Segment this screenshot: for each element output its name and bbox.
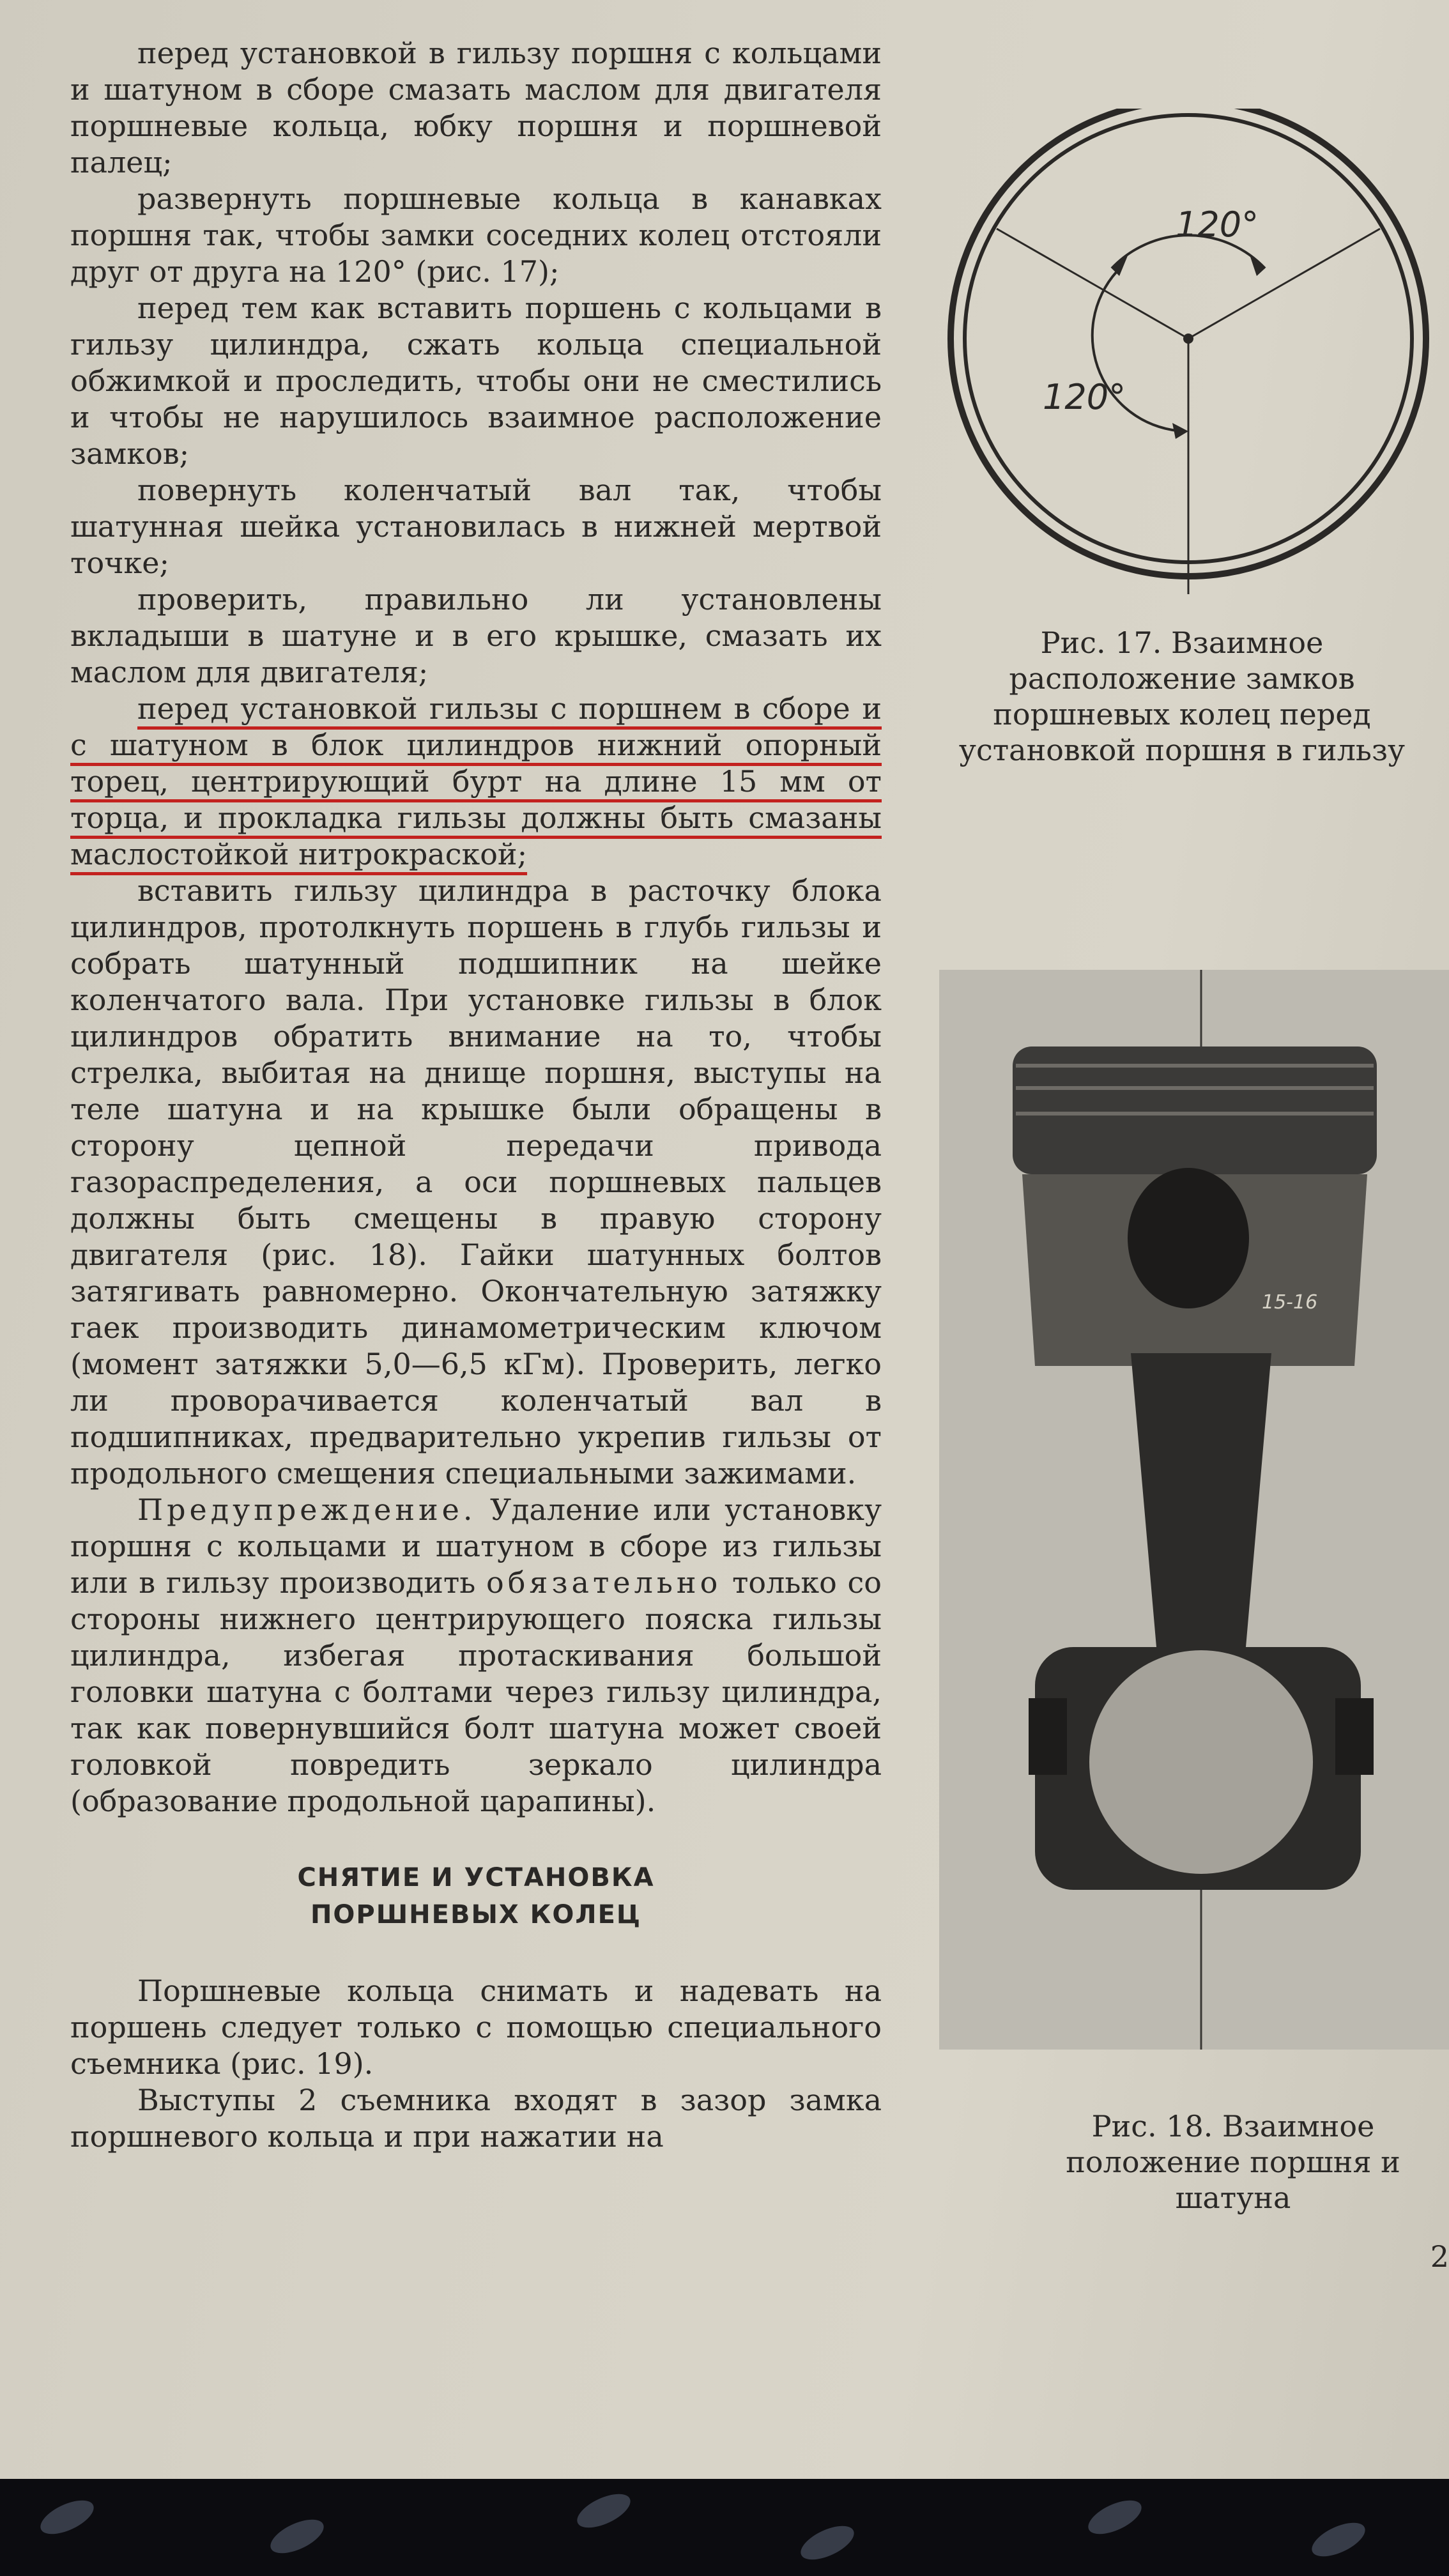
warning-text-2: только со стороны нижнего центрирующего пояска гильзы цилиндра, избегая протаскивания большой головки шатуна с болтами через гильзу цилиндра, так как повернувшийся болт шатуна может своей головкой повредить зеркало цилиндра (образование продольной царапины). xyxy=(70,1565,882,1818)
radius-line-right xyxy=(1188,229,1380,339)
page-number: 2 xyxy=(1430,2239,1449,2274)
main-text-column xyxy=(70,35,882,2155)
red-underlined-text: перед установкой гильзы с поршнем в сборе и с шатуном в блок цилиндров нижний опорный торец, центрирующий бурт на длине 15 мм от торца, и прокладка гильзы должны быть смазаны маслостойкой нитрокраской; xyxy=(70,691,882,871)
warning-text-1: Удаление или установку поршня с кольцами и шатуном в сборе из гильзы или в гильзу производить xyxy=(70,1492,882,1600)
stamp-label: 15-16 xyxy=(1262,1291,1318,1314)
warning-label: Предупреждение. xyxy=(137,1492,477,1527)
section-paragraph-1: Поршневые кольца снимать и надевать на поршень следует только с помощью специального съемника (рис. 19). xyxy=(70,1974,882,2081)
section-heading-line-2: ПОРШНЕВЫХ КОЛЕЦ xyxy=(310,1900,642,1929)
section-paragraph-2: Выступы 2 съемника входят в зазор замка поршневого кольца и при нажатии на xyxy=(70,2083,882,2154)
paragraph-5: проверить, правильно ли установлены вкладыши в шатуне и в его крышке, смазать их маслом для двигателя; xyxy=(70,582,882,689)
background-fabric xyxy=(0,2479,1449,2576)
rod-bearing-bore xyxy=(1089,1650,1313,1874)
paragraph-2: развернуть поршневые кольца в канавках поршня так, чтобы замки соседних колец отстояли друг от друга на 120° (рис. 17); xyxy=(70,181,882,289)
figure-18-caption: Рис. 18. Взаимное положение поршня и шатуна xyxy=(1066,2109,1400,2215)
paragraph-1: перед установкой в гильзу поршня с кольцами и шатуном в сборе смазать маслом для двигателя поршневые кольца, юбку поршня и поршневой палец; xyxy=(70,36,882,180)
figure-18-piston-photo xyxy=(939,970,1449,2050)
section-heading-line-1: СНЯТИЕ И УСТАНОВКА xyxy=(297,1863,655,1892)
paragraph-4: повернуть коленчатый вал так, чтобы шатунная шейка установилась в нижней мертвой точке; xyxy=(70,473,882,580)
paragraph-3: перед тем как вставить поршень с кольцами в гильзу цилиндра, сжать кольца специальной обжимкой и проследить, чтобы они не сместились и чтобы не нарушилось взаимное расположение замков; xyxy=(70,291,882,471)
highlighted-paragraph xyxy=(70,691,882,873)
paragraph-after-highlight: вставить гильзу цилиндра в расточку блока цилиндров, протолкнуть поршень в глубь гильзы и собрать шатунный подшипник на шейке коленчатого вала. При установке гильзы в блок цилиндров обратить внимание на то, чтобы стрелка, выбитая на днище поршня, выступы на теле шатуна и на крышке были обращены в сторону цепной передачи привода газораспределения, а оси поршневых пальцев должны быть смещены в правую сторону двигателя (рис. 18). Гайки шатунных болтов затягивать равномерно. Окончательную затяжку гаек производить динамометрическим ключом (момент затяжки 5,0—6,5 кГм). Проверить, легко ли проворачивается коленчатый вал в подшипниках, предварительно укрепив гильзы от продольного смещения специальными зажимами. xyxy=(70,873,882,1491)
warning-emphasis: обязательно xyxy=(486,1565,722,1600)
section-heading xyxy=(70,1859,882,1933)
center-point xyxy=(1183,334,1193,344)
piston-pin-boss xyxy=(1128,1168,1249,1308)
angle-label-top: 120° xyxy=(1176,204,1259,245)
figure-17-ring-diagram xyxy=(946,109,1431,594)
figure-17-caption: Рис. 17. Взаимное расположение замков поршневых колец перед установкой поршня в гильзу xyxy=(958,625,1406,767)
warning-paragraph xyxy=(70,1492,882,1820)
angle-label-left: 120° xyxy=(1043,377,1126,417)
arrowhead-bottom xyxy=(1172,423,1188,439)
